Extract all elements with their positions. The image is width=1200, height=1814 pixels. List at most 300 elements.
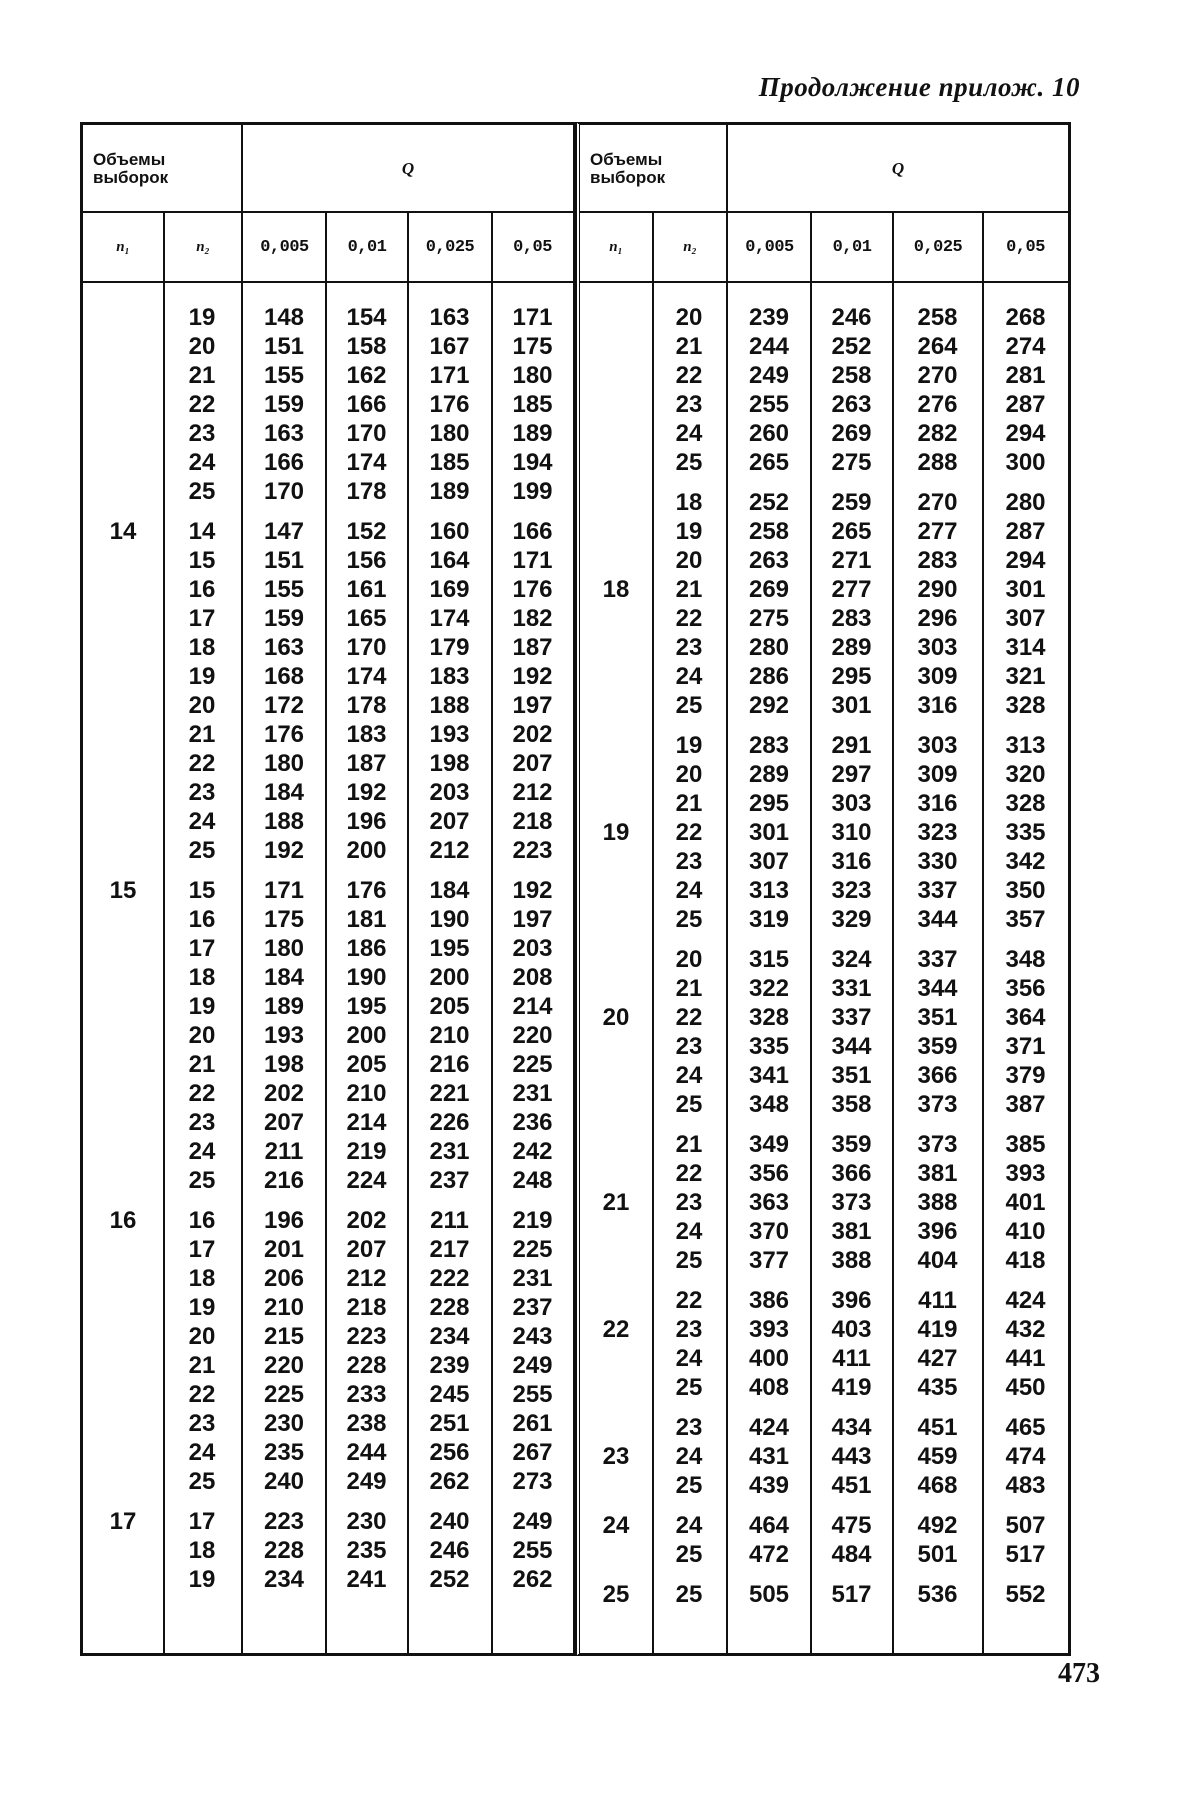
table-cell: 231 (429, 1138, 470, 1165)
table-cell: 269 (748, 576, 790, 603)
table-cell: 263 (748, 547, 790, 574)
table-cell: 359 (917, 1033, 958, 1060)
table-cell: 244 (748, 333, 790, 360)
table-cell: 23 (188, 779, 216, 806)
table-cell: 363 (748, 1189, 790, 1216)
table-cell: 216 (263, 1167, 305, 1194)
q-0025-column (408, 303, 491, 1594)
table-cell: 246 (831, 304, 872, 331)
table-cell: 294 (1005, 420, 1046, 447)
group-gap (163, 1195, 241, 1206)
table-cell: 388 (831, 1247, 872, 1274)
q-005-column (983, 303, 1068, 1609)
n2-column (163, 303, 241, 1594)
table-cell: 251 (429, 1410, 470, 1437)
group-gap (492, 506, 573, 517)
table-cell: 25 (675, 449, 703, 476)
table-cell: 178 (346, 478, 387, 505)
group-gap (893, 1275, 982, 1286)
table-cell: 207 (346, 1236, 387, 1263)
table-cell: 371 (1005, 1033, 1046, 1060)
table-cell: 171 (512, 547, 553, 574)
table-cell: 262 (429, 1468, 470, 1495)
group-gap (728, 1119, 810, 1130)
group-gap (326, 1195, 407, 1206)
group-gap (811, 1275, 892, 1286)
table-cell: 189 (429, 478, 470, 505)
table-cell: 319 (748, 906, 790, 933)
table-cell: 291 (831, 732, 872, 759)
table-cell: 249 (512, 1352, 553, 1379)
table-cell: 328 (748, 1004, 790, 1031)
group-gap (652, 934, 726, 945)
table-cell: 16 (188, 1207, 216, 1234)
table-cell: 19 (188, 1294, 216, 1321)
table-cell: 366 (917, 1062, 958, 1089)
table-cell: 23 (675, 1316, 703, 1343)
table-cell: 25 (188, 837, 216, 864)
alpha-header-0005: 0,005 (745, 237, 794, 257)
table-cell: 17 (188, 1508, 216, 1535)
group-gap (243, 1195, 325, 1206)
table-cell: 22 (675, 819, 703, 846)
table-cell: 19 (675, 518, 703, 545)
table-cell: 180 (429, 420, 470, 447)
group-gap (893, 477, 982, 488)
table-cell: 283 (748, 732, 790, 759)
n2-header: n₂ (683, 238, 697, 255)
table-cell: 435 (917, 1374, 958, 1401)
table-cell: 21 (675, 576, 703, 603)
table-cell: 243 (512, 1323, 553, 1350)
table-cell: 23 (675, 391, 703, 418)
table-cell: 289 (748, 761, 790, 788)
n1-group-label: 17 (109, 1508, 137, 1535)
table-cell: 307 (748, 848, 790, 875)
table-cell: 468 (917, 1472, 958, 1499)
table-cell: 344 (831, 1033, 872, 1060)
table-cell: 328 (1005, 692, 1046, 719)
table-cell: 240 (263, 1468, 305, 1495)
table-cell: 217 (429, 1236, 470, 1263)
table-cell: 316 (831, 848, 872, 875)
table-cell: 309 (917, 761, 958, 788)
table-cell: 411 (918, 1287, 957, 1314)
table-cell: 393 (748, 1316, 790, 1343)
table-cell: 381 (917, 1160, 958, 1187)
table-cell: 14 (188, 518, 216, 545)
table-right-half (576, 122, 1071, 1656)
table-cell: 202 (263, 1080, 305, 1107)
table-cell: 228 (346, 1352, 387, 1379)
table-cell: 385 (1005, 1131, 1046, 1158)
table-cell: 258 (748, 518, 790, 545)
table-cell: 202 (346, 1207, 387, 1234)
q-001-column (326, 303, 407, 1594)
group-gap (652, 1275, 726, 1286)
n2-column (652, 303, 726, 1609)
table-cell: 451 (831, 1472, 872, 1499)
table-cell: 223 (263, 1508, 305, 1535)
table-cell: 492 (917, 1512, 958, 1539)
group-gap (811, 1500, 892, 1511)
table-cell: 219 (512, 1207, 553, 1234)
table-cell: 474 (1005, 1443, 1046, 1470)
group-gap (893, 1119, 982, 1130)
group-gap (893, 1569, 982, 1580)
table-cell: 296 (917, 605, 958, 632)
table-cell: 450 (1005, 1374, 1046, 1401)
table-cell: 21 (675, 1131, 703, 1158)
table-cell: 24 (675, 877, 703, 904)
table-cell: 171 (429, 362, 470, 389)
table-cell: 483 (1005, 1472, 1046, 1499)
table-cell: 161 (346, 576, 387, 603)
table-cell: 25 (675, 692, 703, 719)
table-cell: 300 (1005, 449, 1046, 476)
table-cell: 231 (512, 1265, 553, 1292)
table-cell: 22 (188, 391, 216, 418)
n1-group-label: 23 (602, 1443, 630, 1470)
table-cell: 207 (429, 808, 470, 835)
table-cell: 25 (675, 1247, 703, 1274)
table-cell: 17 (188, 935, 216, 962)
alpha-header-0025: 0,025 (913, 237, 963, 257)
table-cell: 22 (675, 1160, 703, 1187)
table-cell: 180 (512, 362, 553, 389)
table-cell: 214 (346, 1109, 387, 1136)
table-cell: 183 (346, 721, 387, 748)
table-cell: 151 (263, 333, 305, 360)
table-cell: 172 (263, 692, 305, 719)
table-cell: 211 (264, 1138, 304, 1165)
table-cell: 197 (512, 906, 553, 933)
table-cell: 22 (188, 1080, 216, 1107)
table-cell: 185 (512, 391, 553, 418)
table-cell: 505 (748, 1581, 790, 1608)
table-cell: 349 (748, 1131, 790, 1158)
table-cell: 15 (188, 547, 216, 574)
table-cell: 230 (263, 1410, 305, 1437)
table-cell: 265 (748, 449, 790, 476)
table-cell: 316 (917, 790, 958, 817)
table-cell: 309 (917, 663, 958, 690)
q-header: Q (401, 158, 415, 178)
n2-header: n₂ (196, 238, 210, 255)
table-cell: 396 (831, 1287, 872, 1314)
table-cell: 185 (429, 449, 470, 476)
sample-sizes-header: Объемы выборок (590, 149, 666, 187)
table-cell: 23 (675, 848, 703, 875)
table-cell: 187 (346, 750, 387, 777)
table-cell: 314 (1005, 634, 1046, 661)
table-cell: 175 (512, 333, 553, 360)
group-gap (408, 1195, 491, 1206)
table-cell: 20 (188, 692, 216, 719)
table-cell: 165 (346, 605, 387, 632)
table-cell: 212 (512, 779, 553, 806)
table-cell: 155 (263, 362, 305, 389)
table-cell: 159 (263, 391, 305, 418)
table-cell: 200 (346, 1022, 387, 1049)
table-cell: 25 (675, 1581, 703, 1608)
group-gap (728, 477, 810, 488)
table-cell: 174 (346, 449, 387, 476)
table-cell: 22 (675, 1287, 703, 1314)
table-cell: 252 (831, 333, 872, 360)
table-cell: 335 (1005, 819, 1046, 846)
table-cell: 295 (831, 663, 872, 690)
table-cell: 262 (512, 1566, 553, 1593)
table-cell: 183 (429, 663, 470, 690)
table-cell: 348 (1005, 946, 1046, 973)
n1-header: n₁ (116, 238, 130, 255)
table-cell: 424 (748, 1414, 790, 1441)
table-cell: 170 (346, 634, 387, 661)
group-gap (728, 1569, 810, 1580)
group-gap (728, 1402, 810, 1413)
table-cell: 265 (831, 518, 872, 545)
n1-group-label: 19 (602, 819, 630, 846)
table-cell: 329 (831, 906, 872, 933)
group-gap (983, 477, 1068, 488)
table-cell: 289 (831, 634, 872, 661)
table-cell: 206 (263, 1265, 305, 1292)
table-cell: 167 (429, 333, 470, 360)
table-cell: 472 (748, 1541, 790, 1568)
table-cell: 25 (188, 1167, 216, 1194)
table-cell: 18 (188, 1537, 216, 1564)
table-cell: 281 (1005, 362, 1046, 389)
table-cell: 287 (1005, 518, 1046, 545)
table-cell: 154 (346, 304, 387, 331)
table-cell: 441 (1005, 1345, 1046, 1372)
table-cell: 21 (675, 333, 703, 360)
table-cell: 501 (917, 1541, 958, 1568)
table-cell: 241 (346, 1566, 387, 1593)
table-cell: 205 (429, 993, 470, 1020)
table-cell: 205 (346, 1051, 387, 1078)
group-gap (983, 1569, 1068, 1580)
table-cell: 24 (188, 808, 216, 835)
table-cell: 156 (346, 547, 387, 574)
alpha-header-005: 0,05 (513, 237, 552, 257)
table-cell: 171 (512, 304, 553, 331)
table-cell: 174 (346, 663, 387, 690)
table-cell: 295 (748, 790, 790, 817)
table-cell: 168 (263, 663, 305, 690)
table-cell: 215 (263, 1323, 305, 1350)
table-cell: 24 (188, 449, 216, 476)
table-cell: 264 (917, 333, 958, 360)
group-gap (652, 1119, 726, 1130)
table-cell: 190 (346, 964, 387, 991)
table-cell: 475 (831, 1512, 872, 1539)
table-cell: 387 (1005, 1091, 1046, 1118)
table-cell: 252 (429, 1566, 470, 1593)
group-gap (652, 1500, 726, 1511)
table-cell: 261 (512, 1410, 553, 1437)
table-cell: 301 (1005, 576, 1046, 603)
table-cell: 23 (188, 1410, 216, 1437)
q-0005-column (243, 303, 325, 1594)
table-cell: 24 (675, 1218, 703, 1245)
table-cell: 226 (429, 1109, 470, 1136)
table-cell: 249 (748, 362, 790, 389)
table-cell: 411 (832, 1345, 871, 1372)
table-cell: 536 (917, 1581, 958, 1608)
alpha-header-0005: 0,005 (260, 237, 309, 257)
table-cell: 184 (263, 964, 305, 991)
table-cell: 210 (263, 1294, 305, 1321)
table-cell: 431 (748, 1443, 790, 1470)
group-gap (983, 1402, 1068, 1413)
table-cell: 277 (831, 576, 872, 603)
table-cell: 303 (917, 634, 958, 661)
table-cell: 24 (188, 1439, 216, 1466)
table-cell: 17 (188, 605, 216, 632)
table-cell: 176 (429, 391, 470, 418)
table-cell: 348 (748, 1091, 790, 1118)
table-cell: 323 (831, 877, 872, 904)
table-cell: 288 (917, 449, 958, 476)
table-cell: 234 (429, 1323, 470, 1350)
table-cell: 19 (188, 1566, 216, 1593)
sample-sizes-header: Объемы выборок (93, 149, 169, 187)
table-cell: 24 (188, 1138, 216, 1165)
header-divider (83, 211, 573, 213)
table-cell: 222 (429, 1265, 470, 1292)
table-cell: 337 (917, 877, 958, 904)
group-gap (983, 1119, 1068, 1130)
table-cell: 364 (1005, 1004, 1046, 1031)
group-gap (163, 865, 241, 876)
group-gap (728, 934, 810, 945)
table-cell: 192 (512, 663, 553, 690)
table-cell: 225 (512, 1051, 553, 1078)
table-cell: 24 (675, 1062, 703, 1089)
table-cell: 155 (263, 576, 305, 603)
table-cell: 22 (675, 1004, 703, 1031)
table-cell: 313 (748, 877, 790, 904)
table-cell: 16 (188, 906, 216, 933)
table-cell: 320 (1005, 761, 1046, 788)
table-cell: 163 (429, 304, 470, 331)
table-cell: 350 (1005, 877, 1046, 904)
table-cell: 301 (748, 819, 790, 846)
table-cell: 342 (1005, 848, 1046, 875)
table-cell: 186 (346, 935, 387, 962)
table-cell: 358 (831, 1091, 872, 1118)
group-gap (811, 1402, 892, 1413)
group-gap (893, 934, 982, 945)
table-cell: 310 (831, 819, 872, 846)
table-cell: 330 (917, 848, 958, 875)
table-cell: 184 (429, 877, 470, 904)
table-cell: 263 (831, 391, 872, 418)
table-cell: 23 (188, 1109, 216, 1136)
table-cell: 379 (1005, 1062, 1046, 1089)
table-cell: 301 (831, 692, 872, 719)
table-cell: 230 (346, 1508, 387, 1535)
table-cell: 21 (675, 975, 703, 1002)
table-cell: 432 (1005, 1316, 1046, 1343)
table-cell: 280 (748, 634, 790, 661)
table-cell: 252 (748, 489, 790, 516)
table-cell: 235 (263, 1439, 305, 1466)
table-cell: 260 (748, 420, 790, 447)
table-cell: 18 (188, 964, 216, 991)
table-cell: 237 (429, 1167, 470, 1194)
table-cell: 211 (430, 1207, 469, 1234)
table-cell: 202 (512, 721, 553, 748)
table-cell: 351 (917, 1004, 958, 1031)
table-cell: 194 (512, 449, 553, 476)
table-cell: 20 (675, 761, 703, 788)
group-gap (811, 934, 892, 945)
table-cell: 174 (429, 605, 470, 632)
table-cell: 180 (263, 935, 305, 962)
table-cell: 552 (1005, 1581, 1046, 1608)
table-cell: 403 (831, 1316, 872, 1343)
group-gap (243, 506, 325, 517)
table-cell: 22 (675, 362, 703, 389)
table-cell: 427 (917, 1345, 958, 1372)
table-cell: 328 (1005, 790, 1046, 817)
n1-group-label: 21 (602, 1189, 630, 1216)
table-cell: 351 (831, 1062, 872, 1089)
table-cell: 297 (831, 761, 872, 788)
table-cell: 25 (675, 906, 703, 933)
table-cell: 315 (748, 946, 790, 973)
table-cell: 178 (346, 692, 387, 719)
table-cell: 404 (917, 1247, 958, 1274)
table-cell: 147 (263, 518, 305, 545)
table-cell: 517 (1005, 1541, 1046, 1568)
group-gap (652, 1569, 726, 1580)
table-cell: 158 (346, 333, 387, 360)
table-cell: 239 (429, 1352, 470, 1379)
group-gap (163, 506, 241, 517)
n1-header: n₁ (609, 238, 623, 255)
table-cell: 181 (346, 906, 387, 933)
table-cell: 18 (188, 634, 216, 661)
table-cell: 459 (917, 1443, 958, 1470)
table-cell: 276 (917, 391, 958, 418)
table-cell: 200 (346, 837, 387, 864)
table-cell: 197 (512, 692, 553, 719)
table-cell: 170 (263, 478, 305, 505)
table-cell: 275 (748, 605, 790, 632)
table-cell: 180 (263, 750, 305, 777)
table-cell: 210 (429, 1022, 470, 1049)
group-gap (728, 1275, 810, 1286)
table-cell: 195 (346, 993, 387, 1020)
table-cell: 275 (831, 449, 872, 476)
table-cell: 188 (429, 692, 470, 719)
alpha-header-001: 0,01 (347, 237, 387, 257)
table-cell: 277 (917, 518, 958, 545)
group-gap (492, 865, 573, 876)
table-cell: 393 (1005, 1160, 1046, 1187)
group-gap (652, 477, 726, 488)
table-cell: 24 (675, 663, 703, 690)
table-cell: 225 (263, 1381, 305, 1408)
table-cell: 357 (1005, 906, 1046, 933)
table-cell: 246 (429, 1537, 470, 1564)
table-cell: 303 (917, 732, 958, 759)
table-cell: 23 (675, 1033, 703, 1060)
